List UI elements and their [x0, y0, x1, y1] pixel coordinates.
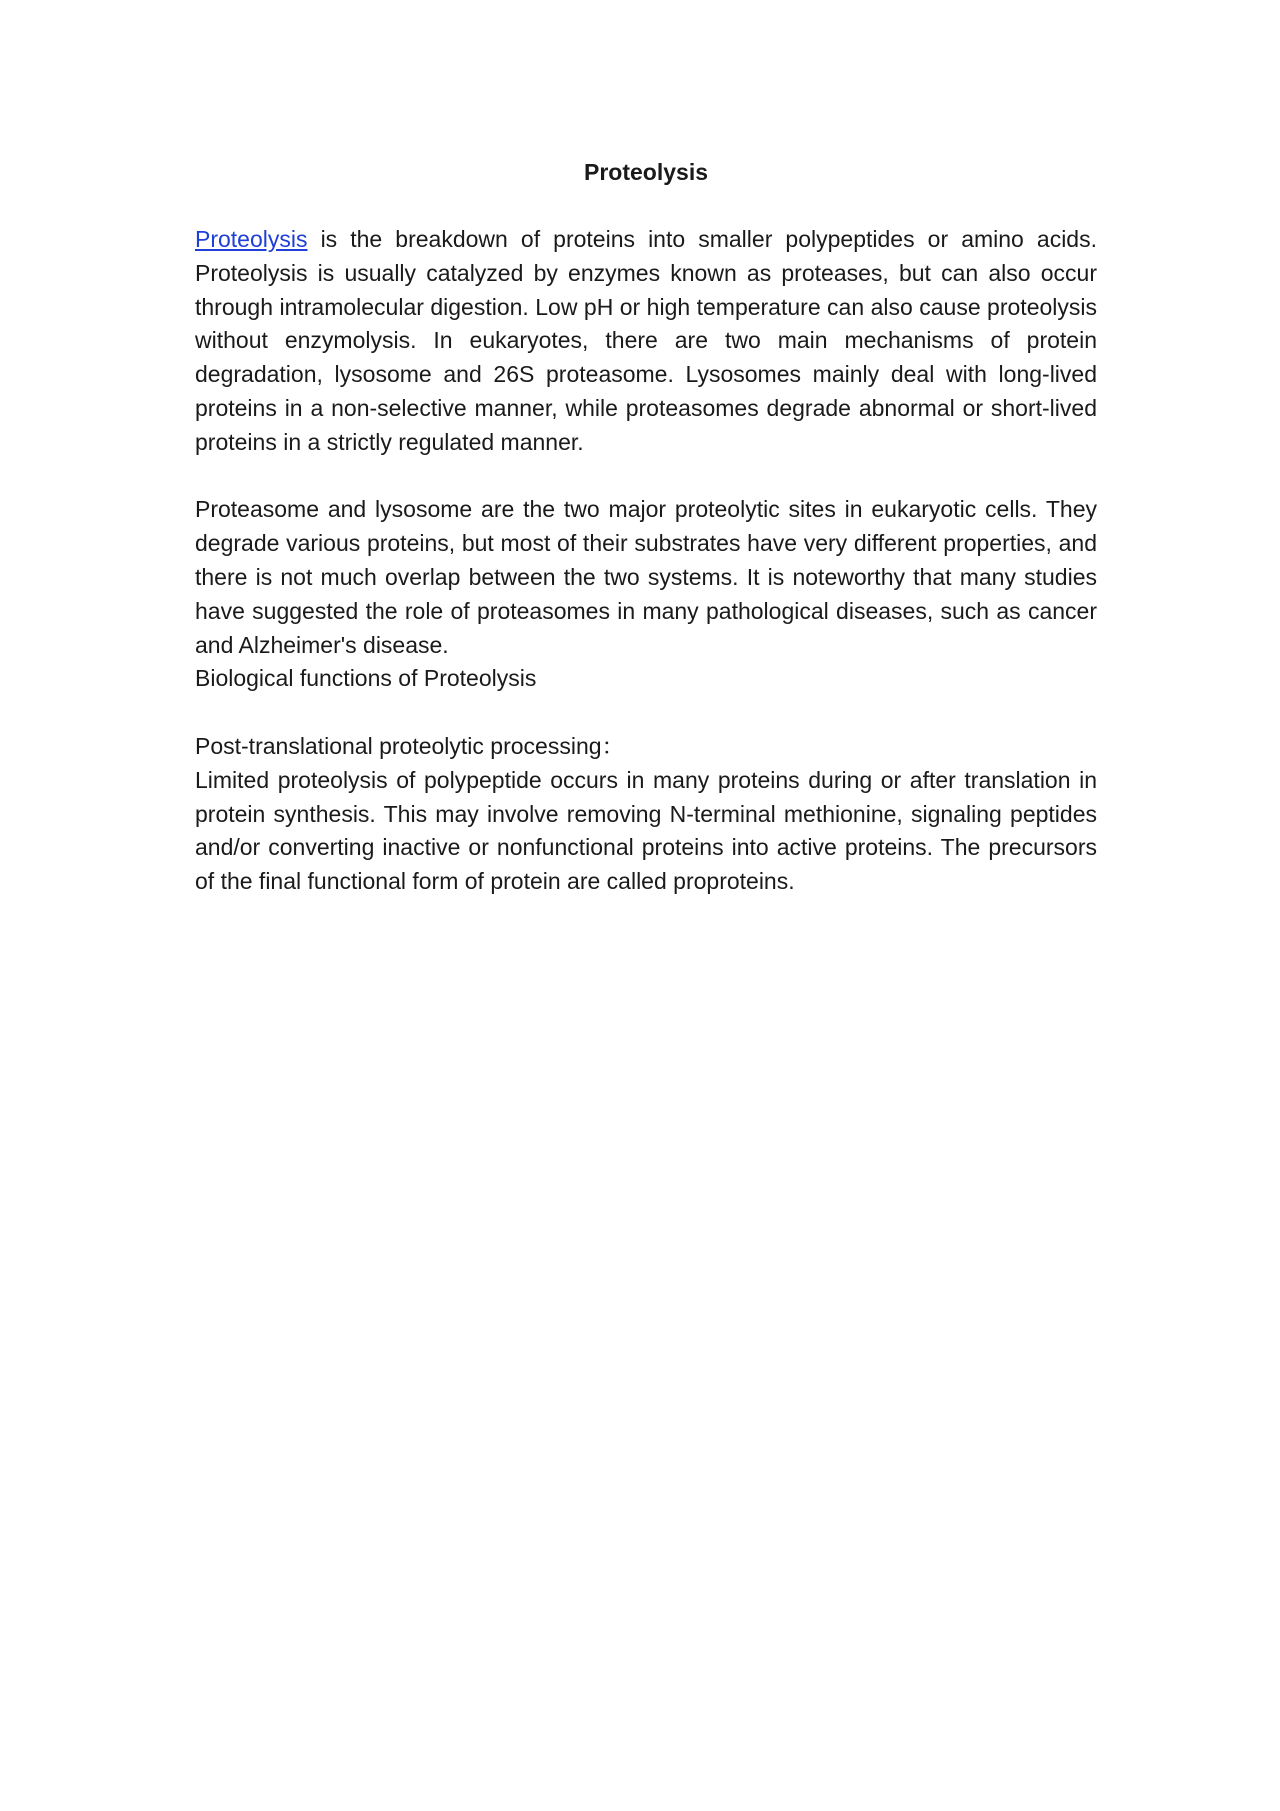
proteolysis-link[interactable]: Proteolysis	[195, 226, 308, 252]
paragraph-spacer	[195, 696, 1097, 730]
paragraph-intro-text: is the breakdown of proteins into smaller polypeptides or amino acids. Proteolysis is usually catalyzed by enzymes known as proteases, but can also occur through intramolecular digestion. Low pH or high temperature can also cause proteolysis without enzymolysis. In eukaryotes, there are two main mechanisms of protein degradation, lysosome and 26S proteasome. Lysosomes mainly deal with long-lived proteins in a non-selective manner, while proteasomes degrade abnormal or short-lived proteins in a strictly regulated manner.	[195, 226, 1097, 455]
paragraph-spacer	[195, 460, 1097, 494]
paragraph-limited-proteolysis: Limited proteolysis of polypeptide occurs in many proteins during or after translation in protein synthesis. This may involve removing N-terminal methionine, signaling peptides and/or converting inactive or nonfunctional proteins into active proteins. The precursors of the final functional form of protein are called proproteins.	[195, 766, 1097, 895]
document-content	[195, 155, 1097, 899]
document-title: Proteolysis	[584, 159, 708, 185]
paragraph-intro	[195, 223, 1097, 460]
subsection-heading: Post-translational proteolytic processing：	[195, 732, 625, 759]
paragraph-proteasome-lysosome: Proteasome and lysosome are the two major proteolytic sites in eukaryotic cells. They degrade various proteins, but most of their substrates have very different properties, and there is not much overlap between the two systems. It is noteworthy that many studies have suggested the role of proteasomes in many pathological diseases, such as cancer and Alzheimer's disease.	[195, 496, 1097, 658]
section-heading: Biological functions of Proteolysis	[195, 665, 537, 692]
